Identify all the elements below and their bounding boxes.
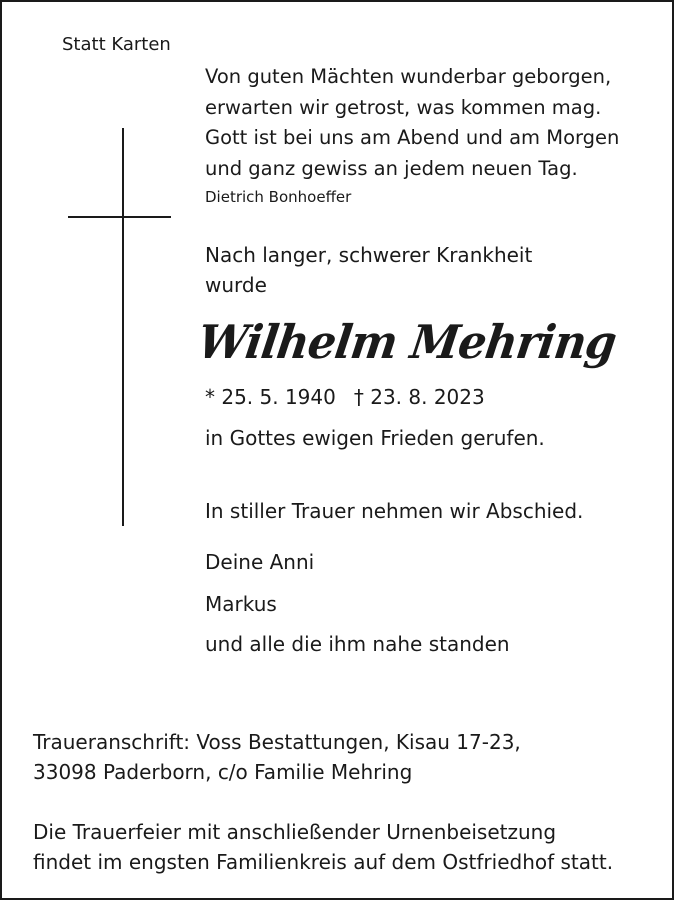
birth-date: * 25. 5. 1940 [205,385,336,409]
poem-quote [205,62,619,184]
poem-line: Von guten Mächten wunderbar geborgen, [205,65,612,88]
called-text: in Gottes ewigen Frieden gerufen. [205,426,545,450]
address-line: Traueranschrift: Voss Bestattungen, Kisau 17-23, [33,730,521,754]
deceased-name: Wilhelm Mehring [194,316,619,370]
ceremony-line: Die Trauerfeier mit anschließender Urnenbeisetzung [33,820,557,844]
cross-icon-horizontal-bar [68,216,171,218]
statt-karten-label: Statt Karten [62,34,171,55]
ceremony-info [33,817,613,877]
poem-line: Gott ist bei uns am Abend und am Morgen [205,126,620,149]
intro-line: wurde [205,273,267,297]
farewell-text: In stiller Trauer nehmen wir Abschied. [205,499,584,523]
death-date: † 23. 8. 2023 [353,385,485,409]
ceremony-line: findet im engsten Familienkreis auf dem Ostfriedhof statt. [33,850,614,874]
intro-text [205,240,532,300]
signature-line: und alle die ihm nahe standen [205,632,510,656]
poem-line: erwarten wir getrost, was kommen mag. [205,95,602,119]
mourning-address [33,727,521,787]
signature-line: Deine Anni [205,550,315,574]
life-dates [205,385,485,409]
address-line: 33098 Paderborn, c/o Familie Mehring [33,760,413,784]
intro-line: Nach langer, schwerer Krankheit [205,243,533,267]
poem-line: und ganz gewiss an jedem neuen Tag. [205,156,578,180]
cross-icon-vertical-bar [122,128,124,526]
poem-author: Dietrich Bonhoeffer [205,188,352,206]
signature-line: Markus [205,592,277,616]
